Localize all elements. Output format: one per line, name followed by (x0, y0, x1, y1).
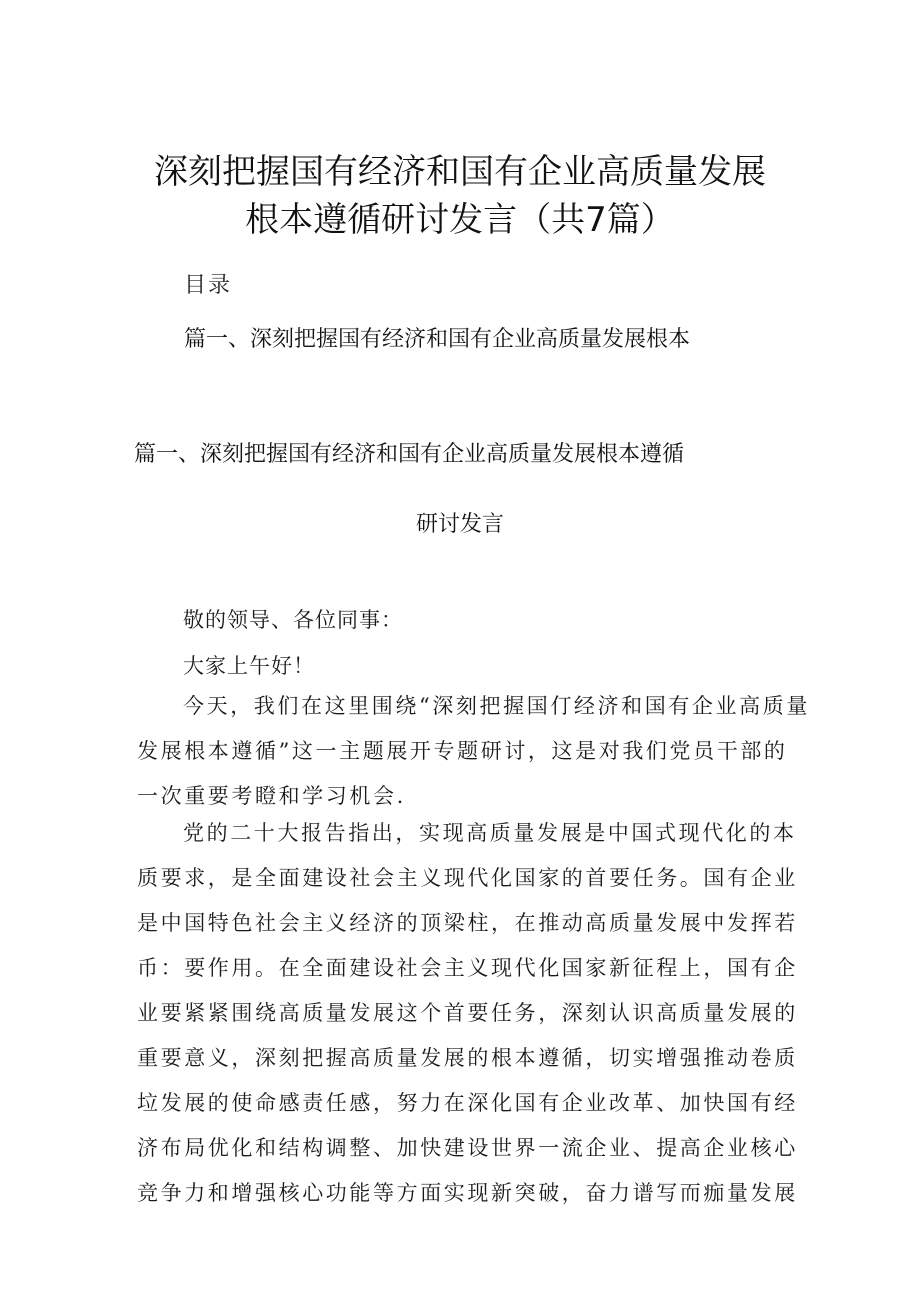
section-heading-line-1: 篇一、深刻把握国有经济和国有企业高质量发展根本遵循 (134, 442, 685, 467)
paragraph-line: 垃发展的使命感责任感，努力在深化国有企业改革、加快国有经 (137, 1091, 798, 1115)
paragraph-line: 质要求，是全面建设社会主义现代化国家的首要任务。国有企业 (137, 866, 798, 890)
toc-label: 目录 (184, 273, 233, 298)
paragraph-line: 一次重要考瞪和学习机会. (137, 784, 406, 808)
paragraph-line: 竞争力和增强核心功能等方面实现新突破，奋力谱写而痂量发展 (137, 1181, 798, 1205)
paragraph-1 (137, 684, 810, 819)
paragraph-line: 是中国特色社会主义经济的顶梁柱，在推动高质量发展中发挥若 (137, 911, 798, 935)
paragraph-line: 币：要作用。在全面建设社会主义现代化国家新征程上，国有企 (137, 956, 798, 980)
toc-item[interactable]: 篇一、深刻把握国有经济和国有企业高质量发展根本 (184, 327, 691, 352)
paragraph-line: 今天，我们在这里围绕“深刻把握国仃经济和国有企业高质量 (183, 694, 810, 718)
greeting: 大家上午好！ (183, 654, 315, 678)
paragraph-line: 重要意义，深刻把握高质量发展的根本遵循，切实增强推动卷质 (137, 1046, 798, 1070)
paragraph-line: 发展根本遵循”这一主题展开专题研讨，这是对我们党员干部的 (137, 739, 788, 763)
paragraph-line: 济布局优化和结构调整、加快建设世界一流企业、提高企业核心 (137, 1136, 798, 1160)
document-title-line-1: 深刻把握国有经济和国有企业高质量发展 (154, 152, 766, 192)
paragraph-line: 业要紧紧围绕高质量发展这个首要任务，深刻认识高质量发展的 (137, 1001, 798, 1025)
paragraph-line: 党的二十大报告指出，实现高质量发展是中国式现代化的本 (183, 821, 797, 845)
section-heading-line-2: 研讨发言 (415, 512, 504, 537)
salutation: 敬的领导、各位同事： (183, 608, 403, 632)
document-title-line-2: 根本遵循研讨发言（共7篇） (245, 200, 675, 240)
paragraph-2 (137, 811, 797, 1216)
